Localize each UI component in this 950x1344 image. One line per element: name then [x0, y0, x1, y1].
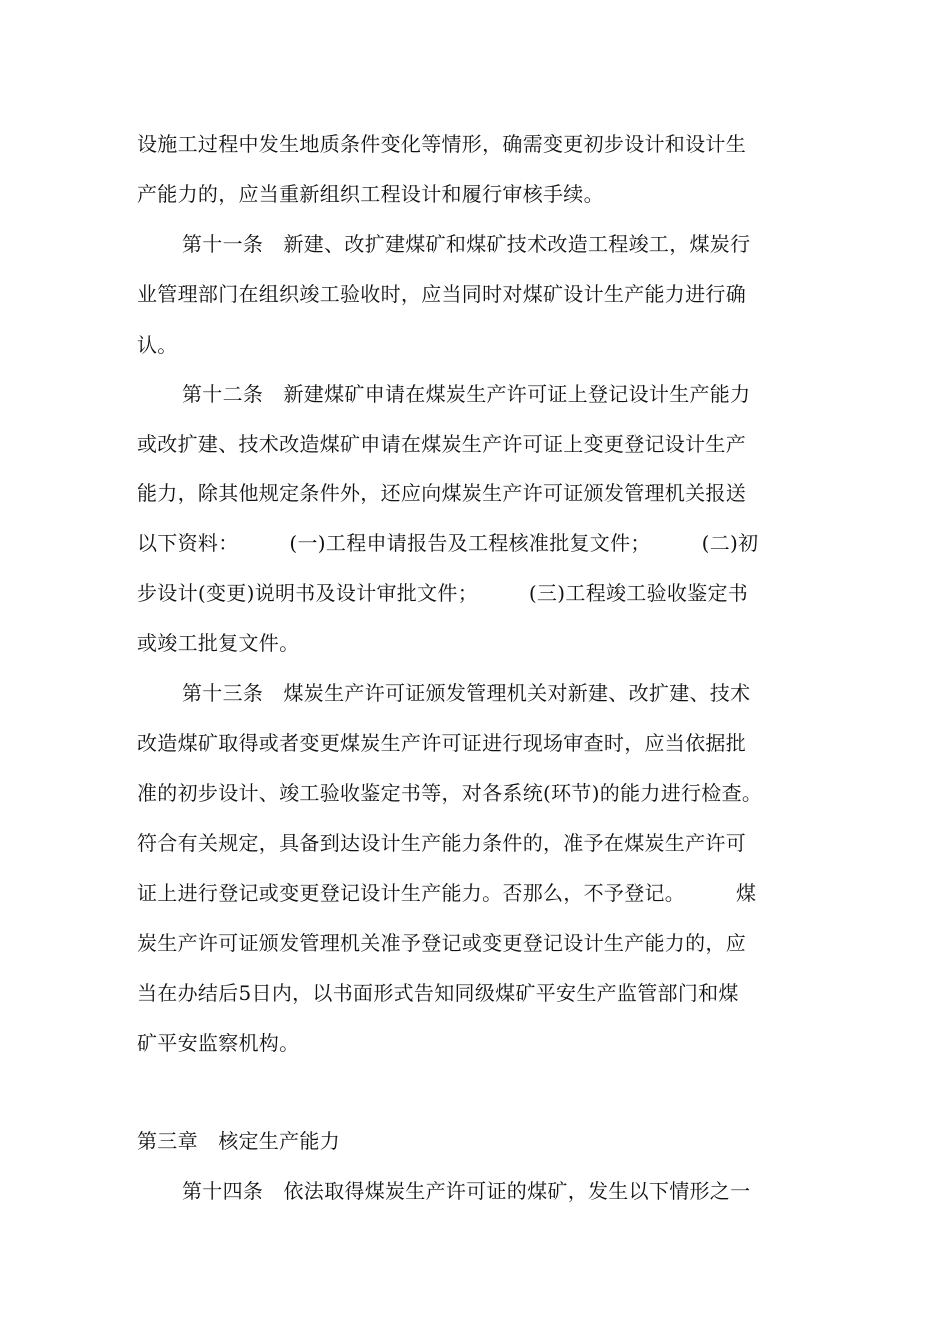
article-14-heading-line: 第十四条 依法取得煤炭生产许可证的煤矿，发生以下情形之一 [182, 1179, 751, 1203]
text-line: 准的初步设计、竣工验收鉴定书等，对各系统(环节)的能力进行检查。 [137, 781, 763, 805]
text-line: 证上进行登记或变更登记设计生产能力。否那么，不予登记。 煤 [137, 881, 757, 905]
text-line: 或竣工批复文件。 [137, 631, 300, 655]
article-11-heading-line: 第十一条 新建、改扩建煤矿和煤矿技术改造工程竣工，煤炭行 [182, 232, 751, 256]
text-line: 或改扩建、技术改造煤矿申请在煤炭生产许可证上变更登记设计生产 [137, 432, 746, 456]
chapter-heading: 第三章 核定生产能力 [137, 1129, 340, 1153]
text-line: 当在办结后5日内，以书面形式告知同级煤矿平安生产监管部门和煤 [137, 981, 739, 1005]
text-line: 炭生产许可证颁发管理机关准予登记或变更登记设计生产能力的，应 [137, 931, 746, 955]
text-line: 产能力的，应当重新组织工程设计和履行审核手续。 [137, 182, 604, 206]
text-line: 步设计(变更)说明书及设计审批文件； (三)工程竣工验收鉴定书 [137, 581, 749, 605]
article-13-heading-line: 第十三条 煤炭生产许可证颁发管理机关对新建、改扩建、技术 [182, 681, 751, 705]
text-line: 能力，除其他规定条件外，还应向煤炭生产许可证颁发管理机关报送 [137, 481, 746, 505]
article-12-heading-line: 第十二条 新建煤矿申请在煤炭生产许可证上登记设计生产能力 [182, 382, 751, 406]
text-line: 符合有关规定，具备到达设计生产能力条件的，准予在煤炭生产许可 [137, 831, 746, 855]
text-line: 矿平安监察机构。 [137, 1031, 300, 1055]
text-line: 以下资料： (一)工程申请报告及工程核准批复文件； (二)初 [137, 531, 759, 555]
text-line: 设施工过程中发生地质条件变化等情形，确需变更初步设计和设计生 [137, 132, 746, 156]
text-line: 认。 [137, 333, 178, 357]
text-line: 改造煤矿取得或者变更煤炭生产许可证进行现场审查时，应当依据批 [137, 731, 746, 755]
text-line: 业管理部门在组织竣工验收时，应当同时对煤矿设计生产能力进行确 [137, 282, 746, 306]
